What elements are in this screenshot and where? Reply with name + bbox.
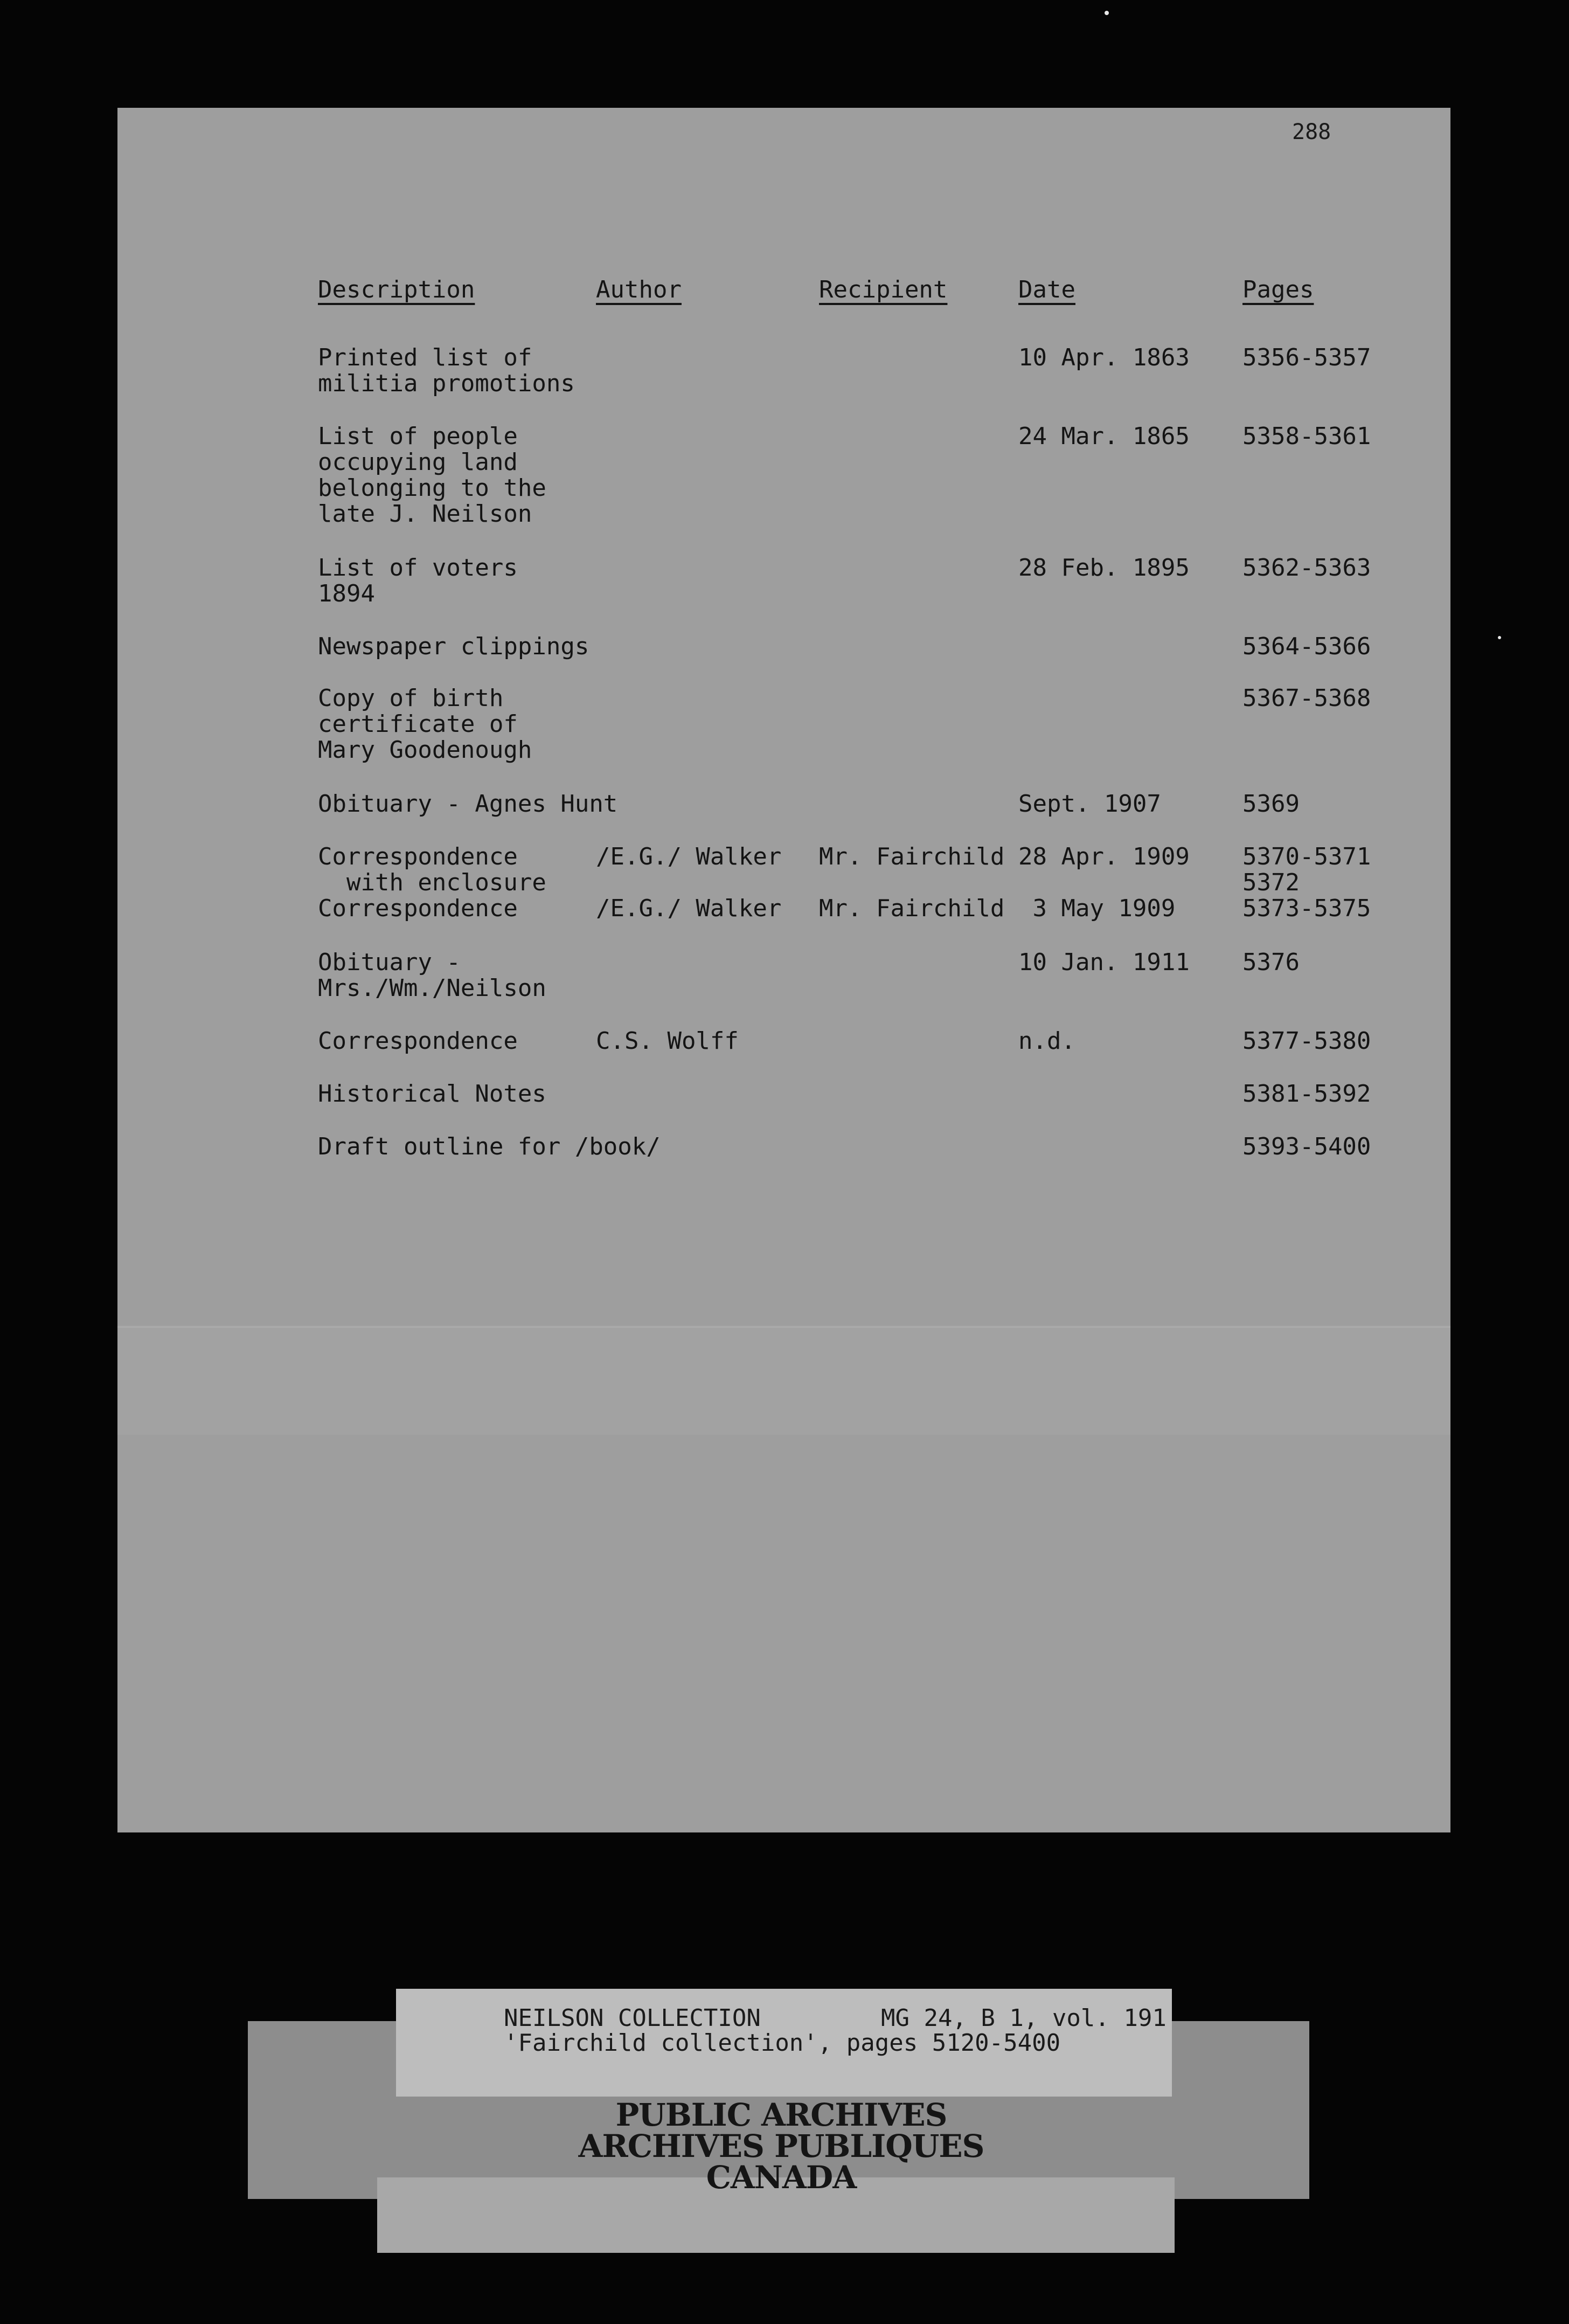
- collection-reference: MG 24, B 1, vol. 191: [881, 2004, 1167, 2032]
- cell-author: C.S. Wolff: [596, 1027, 739, 1055]
- collection-subtitle: 'Fairchild collection', pages 5120-5400: [504, 2029, 1061, 2057]
- cell-author: /E.G./ Walker: [596, 843, 782, 870]
- cell-date: n.d.: [1018, 1027, 1075, 1055]
- cell-description: Printed list of militia promotions: [318, 344, 575, 397]
- cell-description: Correspondence with enclosure: [318, 843, 546, 896]
- stamp-line-2: ARCHIVES PUBLIQUES: [578, 2128, 984, 2164]
- cell-pages: 5393-5400: [1242, 1133, 1371, 1160]
- cell-pages: 5369: [1242, 790, 1300, 818]
- cell-pages: 5364-5366: [1242, 633, 1371, 660]
- cell-date: 28 Feb. 1895: [1018, 554, 1190, 582]
- cell-recipient: Mr. Fairchild: [819, 895, 1005, 922]
- cell-pages: 5373-5375: [1242, 895, 1371, 922]
- cell-date: Sept. 1907: [1018, 790, 1161, 818]
- cell-pages: 5367-5368: [1242, 684, 1371, 712]
- page-fold-lower: [117, 1327, 1450, 1435]
- header-recipient: Recipient: [819, 276, 948, 303]
- page-fold-line: [117, 1326, 1450, 1328]
- stamp-line-3: CANADA: [706, 2159, 857, 2196]
- header-author: Author: [596, 276, 682, 303]
- cell-pages: 5377-5380: [1242, 1027, 1371, 1055]
- cell-description: Correspondence: [318, 1027, 518, 1055]
- cell-description: Newspaper clippings: [318, 633, 589, 660]
- stamp-line-1: PUBLIC ARCHIVES: [615, 2097, 947, 2133]
- header-pages: Pages: [1242, 276, 1314, 303]
- cell-description: Obituary - Mrs./Wm./Neilson: [318, 949, 546, 1002]
- cell-pages: 5356-5357: [1242, 344, 1371, 371]
- cell-date: 10 Apr. 1863: [1018, 344, 1190, 371]
- cell-pages: 5381-5392: [1242, 1080, 1371, 1108]
- cell-author: /E.G./ Walker: [596, 895, 782, 922]
- cell-description: List of voters 1894: [318, 554, 518, 607]
- cell-date: 3 May 1909: [1018, 895, 1176, 922]
- cell-description: List of people occupying land belonging to the late J. Neilson: [318, 423, 546, 528]
- cell-recipient: Mr. Fairchild: [819, 843, 1005, 870]
- cell-pages: 5358-5361: [1242, 423, 1371, 450]
- cell-date: 10 Jan. 1911: [1018, 949, 1190, 976]
- cell-date: 28 Apr. 1909: [1018, 843, 1190, 870]
- cell-pages: 5362-5363: [1242, 554, 1371, 582]
- cell-description: Draft outline for /book/: [318, 1133, 661, 1160]
- collection-name: NEILSON COLLECTION: [504, 2004, 761, 2032]
- cell-description: Correspondence: [318, 895, 518, 922]
- cell-pages: 5370-5371 5372: [1242, 843, 1371, 896]
- cell-description: Copy of birth certificate of Mary Goodenough: [318, 684, 532, 764]
- header-date: Date: [1018, 276, 1075, 303]
- document-page: [117, 108, 1450, 1832]
- cell-date: 24 Mar. 1865: [1018, 423, 1190, 450]
- film-speck: [1498, 636, 1501, 639]
- archives-stamp: [539, 2097, 1024, 2196]
- page-number: 288: [1292, 120, 1331, 144]
- cell-pages: 5376: [1242, 949, 1300, 976]
- cell-description: Historical Notes: [318, 1080, 546, 1108]
- collection-label: [396, 1989, 1172, 2097]
- film-speck: [1105, 11, 1109, 15]
- cell-description: Obituary - Agnes Hunt: [318, 790, 618, 818]
- header-description: Description: [318, 276, 475, 303]
